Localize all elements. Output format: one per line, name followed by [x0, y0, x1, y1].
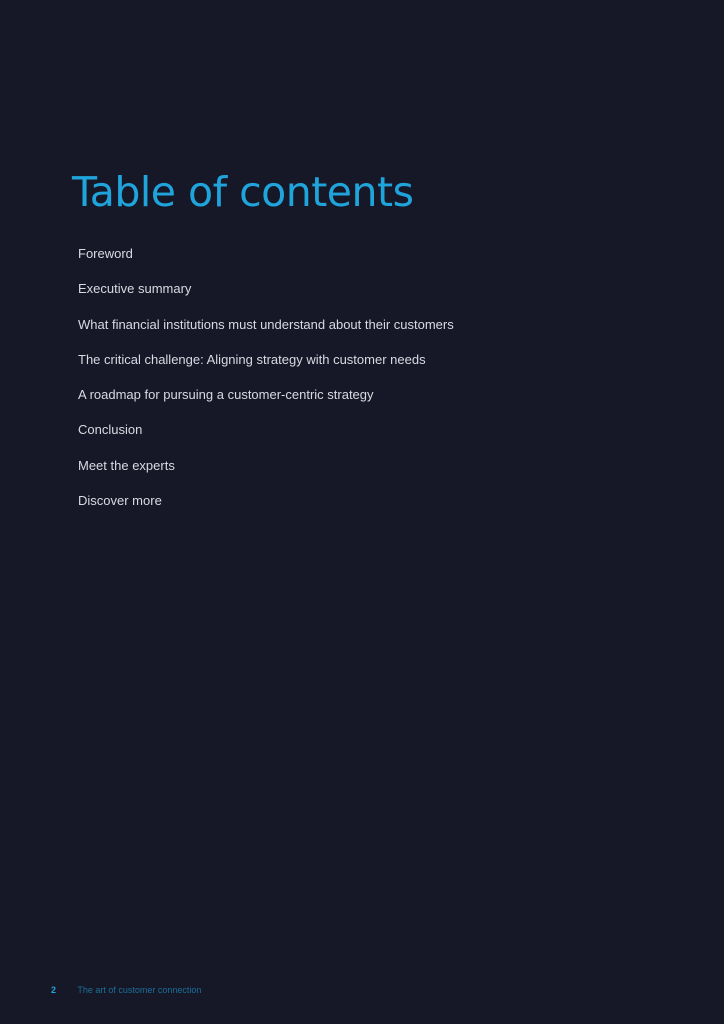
toc-item-discover-more[interactable]: Discover more	[78, 493, 162, 509]
toc-item-foreword[interactable]: Foreword	[78, 246, 133, 261]
page-title: Table of contents	[72, 168, 414, 216]
toc-list	[78, 244, 454, 526]
toc-item-customer-understanding[interactable]: What financial institutions must understand about their customers	[78, 316, 454, 332]
page-number: 2	[51, 985, 57, 995]
page-footer	[51, 983, 201, 997]
toc-item-meet-the-experts[interactable]: Meet the experts	[78, 457, 175, 473]
toc-item-critical-challenge[interactable]: The critical challenge: Aligning strategy with customer needs	[78, 351, 426, 367]
toc-item-executive-summary[interactable]: Executive summary	[78, 281, 192, 297]
publication-title: The art of customer connection	[77, 985, 202, 995]
toc-item-roadmap[interactable]: A roadmap for pursuing a customer-centric strategy	[78, 387, 374, 403]
toc-item-conclusion[interactable]: Conclusion	[78, 422, 143, 438]
